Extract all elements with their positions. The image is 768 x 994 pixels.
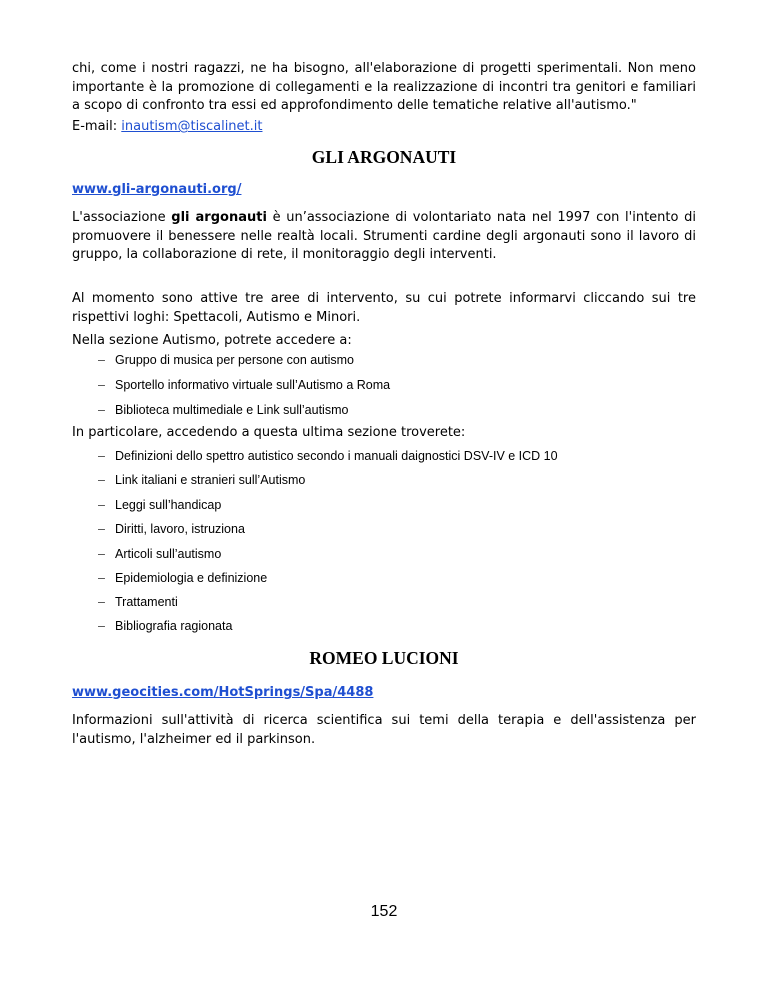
intro-paragraph: chi, come i nostri ragazzi, ne ha bisogno, all'elaborazione di progetti sperimentali. Non meno importante è la promozione di collegamenti e la realizzazione di incontri tra genitori e familiari a scopo di confronto tra essi ed approfondimento delle tematiche relative all'autismo." xyxy=(72,61,696,113)
dash-bullet: – xyxy=(98,595,105,609)
heading-lucioni: ROMEO LUCIONI xyxy=(309,648,459,668)
dash-bullet: – xyxy=(98,403,105,417)
dash-bullet: – xyxy=(98,619,105,633)
argonauti-p1-bold: gli argonauti xyxy=(171,210,267,225)
heading-argonauti: GLI ARGONAUTI xyxy=(311,147,457,167)
list-item-text: Epidemiologia e definizione xyxy=(115,571,268,585)
dash-bullet: – xyxy=(98,473,105,487)
list-item xyxy=(98,570,267,586)
list-item-text: Definizioni dello spettro autistico secondo i manuali daignostici DSV-IV e ICD 10 xyxy=(115,449,558,463)
list-item-text: Trattamenti xyxy=(115,595,178,609)
dash-bullet: – xyxy=(98,522,105,536)
argonauti-paragraph-4: In particolare, accedendo a questa ultima sezione troverete: xyxy=(72,425,466,440)
list-item xyxy=(98,521,245,537)
list-item-text: Link italiani e stranieri sull’Autismo xyxy=(115,473,306,487)
lucioni-link[interactable]: www.geocities.com/HotSprings/Spa/4488 xyxy=(72,685,374,700)
list-item xyxy=(98,618,232,634)
list-item-text: Biblioteca multimediale e Link sull’autismo xyxy=(115,403,349,417)
list-item xyxy=(98,594,178,610)
lucioni-url-line xyxy=(72,684,696,703)
argonauti-p1-post: è un’associazione di volontariato nata nel 1997 con l'intento di promuovere il benessere nelle realtà locali. Strumenti cardine degli argonauti sono il lavoro di gruppo, la collaborazione di rete, il monitoraggio degli interventi. xyxy=(72,210,696,262)
email-line xyxy=(72,118,696,137)
argonauti-paragraph-2: Al momento sono attive tre aree di intervento, su cui potrete informarvi cliccando sui tre rispettivi loghi: Spettacoli, Autismo e Minori. xyxy=(72,291,696,325)
list-item-text: Sportello informativo virtuale sull’Autismo a Roma xyxy=(115,378,391,392)
list-item xyxy=(98,402,348,418)
dash-bullet: – xyxy=(98,498,105,512)
email-link[interactable]: inautism@tiscalinet.it xyxy=(121,119,263,134)
list-item xyxy=(98,377,390,393)
list-item xyxy=(98,352,354,368)
argonauti-paragraph-1 xyxy=(72,209,696,265)
list-item-text: Diritti, lavoro, istruziona xyxy=(115,522,245,536)
list-item-text: Articoli sull’autismo xyxy=(115,547,222,561)
dash-bullet: – xyxy=(98,378,105,392)
argonauti-url-line xyxy=(72,181,696,200)
list-item-text: Leggi sull’handicap xyxy=(115,498,222,512)
dash-bullet: – xyxy=(98,547,105,561)
dash-bullet: – xyxy=(98,571,105,585)
list-item xyxy=(98,497,221,513)
list-item-text: Bibliografia ragionata xyxy=(115,619,233,633)
page-number: 152 xyxy=(370,903,398,920)
dash-bullet: – xyxy=(98,449,105,463)
lucioni-paragraph: Informazioni sull'attività di ricerca scientifica sui temi della terapia e dell'assistenza per l'autismo, l'alzheimer ed il parkinson. xyxy=(72,713,696,747)
argonauti-link[interactable]: www.gli-argonauti.org/ xyxy=(72,182,242,197)
list-item xyxy=(98,546,221,562)
list-item-text: Gruppo di musica per persone con autismo xyxy=(115,353,355,367)
list-item xyxy=(98,448,558,464)
email-label: E-mail: xyxy=(72,119,122,134)
dash-bullet: – xyxy=(98,353,105,367)
argonauti-p1-pre: L'associazione xyxy=(72,210,172,225)
list-item xyxy=(98,472,305,488)
argonauti-paragraph-3: Nella sezione Autismo, potrete accedere a: xyxy=(72,333,352,348)
